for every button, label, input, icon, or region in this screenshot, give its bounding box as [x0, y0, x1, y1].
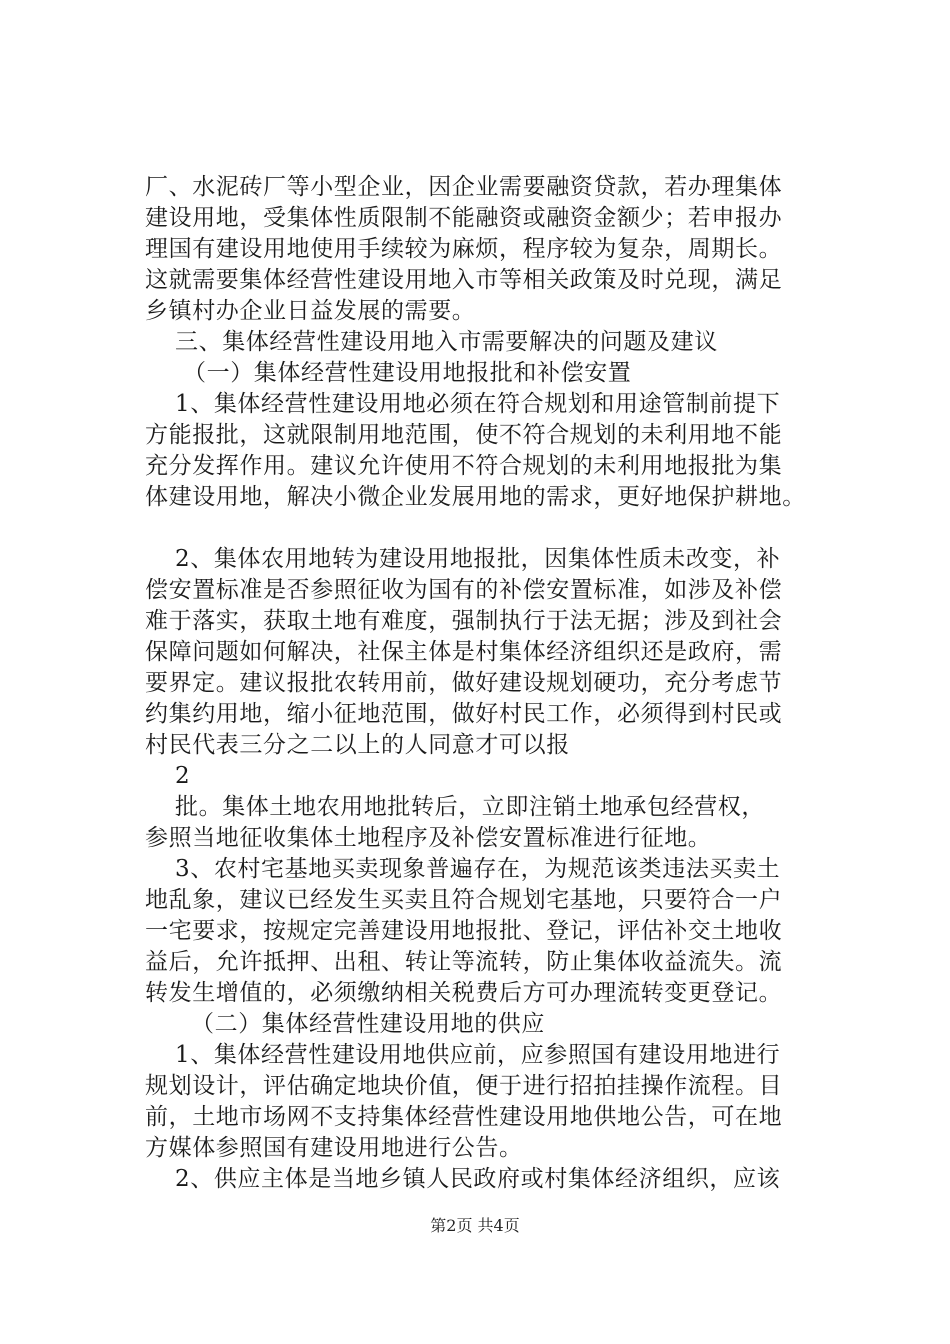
paragraph-gap [145, 513, 845, 544]
paragraph-line: 方能报批，这就限制用地范围，使不符合规划的未利用地不能 [145, 422, 783, 448]
paragraph-line: 体建设用地，解决小微企业发展用地的需求，更好地保护耕地。 [145, 484, 806, 510]
subsection-heading: （一）集体经营性建设用地报批和补偿安置 [183, 360, 632, 386]
paragraph-line: 这就需要集体经营性建设用地入市等相关政策及时兑现，满足 [145, 267, 783, 293]
inline-page-marker: 2 [175, 763, 191, 789]
paragraph-line: 保障问题如何解决，社保主体是村集体经济组织还是政府，需 [145, 639, 783, 665]
paragraph-line: 1、集体经营性建设用地必须在符合规划和用途管制前提下 [175, 391, 781, 417]
paragraph-line: 规划设计，评估确定地块价值，便于进行招拍挂操作流程。目 [145, 1073, 783, 1099]
paragraph-line: 充分发挥作用。建议允许使用不符合规划的未利用地报批为集 [145, 453, 783, 479]
paragraph-line: 建设用地，受集体性质限制不能融资或融资金额少；若申报办 [145, 205, 783, 231]
paragraph-line: 参照当地征收集体土地程序及补偿安置标准进行征地。 [145, 825, 712, 851]
paragraph-line: 理国有建设用地使用手续较为麻烦，程序较为复杂，周期长。 [145, 236, 783, 262]
paragraph-line: 前，土地市场网不支持集体经营性建设用地供地公告，可在地 [145, 1104, 783, 1130]
paragraph-line: 乡镇村办企业日益发展的需要。 [145, 298, 476, 324]
paragraph-line: 1、集体经营性建设用地供应前，应参照国有建设用地进行 [175, 1042, 781, 1068]
paragraph-line: 2、集体农用地转为建设用地报批，因集体性质未改变，补 [175, 546, 781, 572]
section-heading: 三、集体经营性建设用地入市需要解决的问题及建议 [175, 329, 718, 355]
paragraph-line: 2、供应主体是当地乡镇人民政府或村集体经济组织，应该 [175, 1166, 781, 1192]
subsection-heading: （二）集体经营性建设用地的供应 [191, 1011, 545, 1037]
paragraph-line: 约集约用地，缩小征地范围，做好村民工作，必须得到村民或 [145, 701, 783, 727]
page-number-label: 第2页 共4页 [430, 1216, 520, 1235]
page-footer [0, 1214, 950, 1238]
paragraph-line: 转发生增值的，必须缴纳相关税费后方可办理流转变更登记。 [145, 980, 783, 1006]
paragraph-line: 方媒体参照国有建设用地进行公告。 [145, 1135, 523, 1161]
paragraph-line: 偿安置标准是否参照征收为国有的补偿安置标准，如涉及补偿 [145, 577, 783, 603]
paragraph-line: 村民代表三分之二以上的人同意才可以报 [145, 732, 570, 758]
paragraph-line: 难于落实，获取土地有难度，强制执行于法无据；涉及到社会 [145, 608, 783, 634]
paragraph-line: 益后，允许抵押、出租、转让等流转，防止集体收益流失。流 [145, 949, 783, 975]
paragraph-line: 要界定。建议报批农转用前，做好建设规划硬功，充分考虑节 [145, 670, 783, 696]
paragraph-line: 3、农村宅基地买卖现象普遍存在，为规范该类违法买卖土 [175, 856, 781, 882]
paragraph-line: 地乱象，建议已经发生买卖且符合规划宅基地，只要符合一户 [145, 887, 783, 913]
paragraph-line: 一宅要求，按规定完善建设用地报批、登记，评估补交土地收 [145, 918, 783, 944]
paragraph-line: 批。集体土地农用地批转后，立即注销土地承包经营权， [175, 794, 765, 820]
document-body [145, 172, 845, 1195]
paragraph-line: 厂、水泥砖厂等小型企业，因企业需要融资贷款，若办理集体 [145, 174, 783, 200]
